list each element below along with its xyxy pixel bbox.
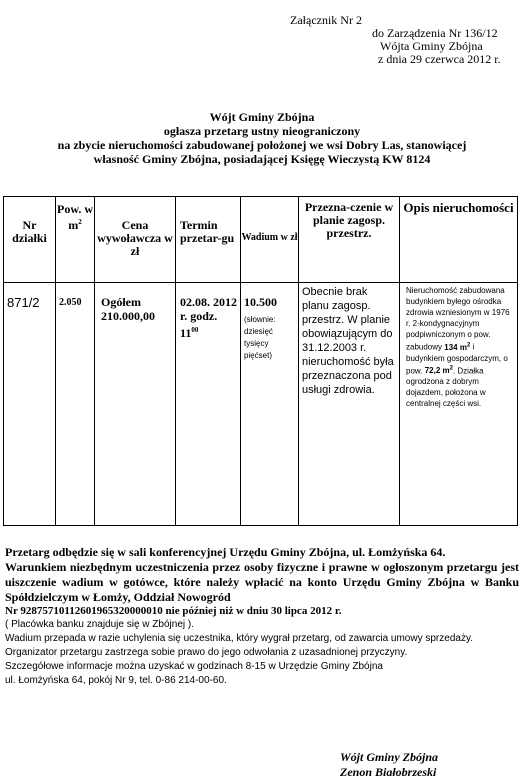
header-pow-sup: 2 (78, 218, 82, 226)
header-przeznaczenie-text: Przezna-czenie w planie zagosp. przestrz. (304, 200, 394, 240)
cell-opis-text-3: . Działka ogrodzona z dobrym dojazdem, położona w centralnej części wsi. (406, 366, 486, 409)
attachment-header (290, 14, 522, 66)
header-wadium (241, 197, 299, 283)
header-termin (176, 197, 241, 283)
cell-opis-area-2-value: 72,2 m (424, 366, 450, 376)
cell-termin-text: 02.08. 2012 r. godz. 11 (180, 295, 237, 340)
cell-opis-area-2 (425, 366, 453, 375)
heading-announce: ogłasza przetarg ustny nieograniczony (163, 124, 361, 138)
auction-table (3, 196, 518, 526)
footer-info-note: Szczegółowe informacje można uzyskać w godzinach 8-15 w Urzędzie Gminy Zbójna (5, 661, 383, 672)
cell-pow-text: 2.050 (59, 297, 82, 308)
header-cena (95, 197, 176, 283)
signature-block (340, 750, 438, 780)
header-nr (4, 197, 56, 283)
footer-cancel-note: Organizator przetargu zastrzega sobie prawo do jego odwołania z uzasadnionej przyczyny. (5, 647, 408, 658)
cell-opis-text-1: Nieruchomość zabudowana budynkiem byłego ośrodka zdrowia wzniesionym w 1976 r. 2-kondygnacyjnym podpiwniczonym o pow. zabudowy (406, 286, 510, 352)
header-pow-text: Pow. w m (57, 202, 93, 232)
footer-conditions (5, 545, 519, 688)
cell-pow (56, 283, 95, 526)
cell-opis-area-2-sup: 2 (449, 365, 453, 372)
attachment-number: Załącznik Nr 2 (290, 13, 362, 27)
header-pow (56, 197, 95, 283)
cell-termin-sup: 00 (191, 326, 199, 334)
cell-opis-area-1-value: 134 m (444, 342, 467, 352)
attachment-issuer: Wójta Gminy Zbójna (380, 39, 483, 53)
header-nr-text: Nr działki (12, 218, 47, 245)
cell-opis (400, 283, 518, 526)
signature-name: Zenon Białobrzeski (340, 765, 437, 779)
heading-subject: na zbycie nieruchomości zabudowanej położonej we wsi Dobry Las, stanowiącej (57, 138, 467, 152)
cell-opis-area-1 (444, 343, 470, 352)
table-header-row (4, 197, 518, 283)
heading-authority: Wójt Gminy Zbójna (209, 110, 315, 124)
cell-przeznaczenie (299, 283, 400, 526)
cell-nr-text: 871/2 (7, 295, 40, 310)
cell-przeznaczenie-text: Obecnie brak planu zagosp. przestrz. W planie obowiązującym do 31.12.2003 r. nieruchomość była przeznaczona pod usługi zdrowia. (302, 286, 394, 396)
header-termin-text: Termin przetar-gu (180, 218, 235, 245)
cell-wadium-words: (słownie: dziesięć tysięcy pięćset) (244, 315, 276, 360)
footer-deposit-terms: Warunkiem niezbędnym uczestniczenia przez osoby fizyczne i prawne w ogłoszonym przetargu jest uiszczenie wadium w gotówce, które należy wpłacić na konto Urzędu Gminy Zbójna w Banku Spółdzielczym w Łomży, Oddział Nowogród (5, 560, 519, 604)
footer-venue: Przetarg odbędzie się w sali konferencyjnej Urzędu Gminy Zbójna, ul. Łomżyńska 64. (5, 545, 446, 559)
attachment-order: do Zarządzenia Nr 136/12 (372, 26, 498, 40)
header-przeznaczenie (299, 197, 400, 283)
attachment-date: z dnia 29 czerwca 2012 r. (378, 52, 501, 66)
header-wadium-text: Wadium w zł (241, 232, 298, 243)
signature-title: Wójt Gminy Zbójna (340, 750, 439, 764)
footer-bank-note: ( Placówka banku znajduje się w Zbójnej ). (5, 619, 194, 630)
cell-opis-area-1-sup: 2 (466, 342, 471, 348)
heading-ownership: własność Gminy Zbójna, posiadającej Księgę Wieczystą KW 8124 (93, 152, 431, 166)
cell-cena-text: Ogółem 210.000,00 (101, 295, 155, 323)
table-row (4, 283, 518, 526)
footer-address: ul. Łomżyńska 64, pokój Nr 9, tel. 0-86 214-00-60. (5, 675, 227, 686)
cell-termin (176, 283, 241, 526)
cell-wadium (241, 283, 299, 526)
cell-cena (95, 283, 176, 526)
cell-wadium-amount: 10.500 (244, 295, 277, 309)
header-cena-text: Cena wywoławcza w zł (97, 218, 173, 258)
cell-nr (4, 283, 56, 526)
announcement-heading (10, 110, 514, 166)
footer-forfeit-note: Wadium przepada w razie uchylenia się uczestnika, który wygrał przetarg, od zawarcia umowy sprzedaży. (5, 633, 473, 644)
cell-opis-text-2: i budynkiem gospodarczym, o pow. (406, 342, 508, 376)
footer-account: Nr 92875710112601965320000010 nie później niż w dniu 30 lipca 2012 r. (5, 605, 342, 617)
header-opis-text: Opis nieruchomości (403, 200, 514, 215)
header-opis (400, 197, 518, 283)
